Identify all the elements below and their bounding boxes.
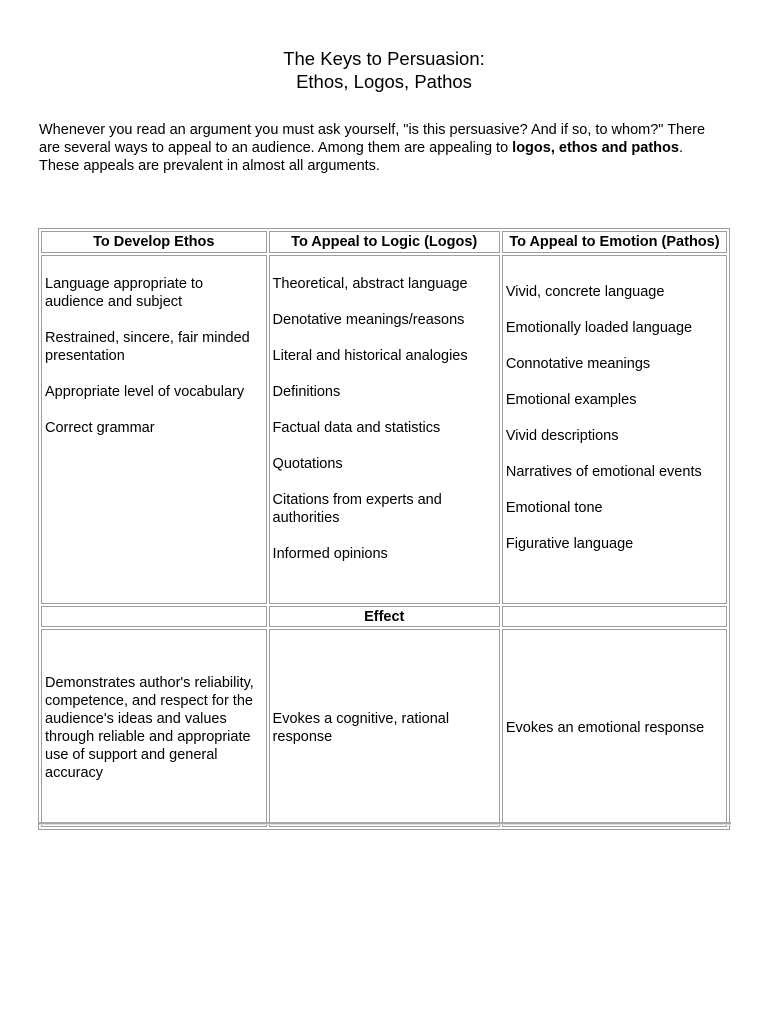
list-item: Restrained, sincere, fair minded presentation	[45, 330, 250, 364]
header-pathos: To Appeal to Emotion (Pathos)	[502, 231, 727, 253]
header-ethos: To Develop Ethos	[41, 231, 267, 253]
persuasion-table	[38, 228, 730, 830]
intro-bold-text: logos, ethos and pathos	[512, 140, 679, 156]
effect-empty-cell-right	[502, 606, 727, 627]
list-item: Literal and historical analogies	[272, 348, 468, 364]
header-row	[41, 231, 727, 253]
list-item: Connotative meanings	[505, 356, 651, 372]
list-item: Informed opinions	[272, 546, 388, 562]
list-item: Citations from experts and authorities	[272, 492, 442, 526]
list-item: Figurative language	[505, 536, 634, 552]
page-title	[0, 47, 768, 93]
effect-row	[41, 629, 727, 827]
pathos-cell	[502, 255, 727, 604]
horizontal-rule	[39, 822, 731, 825]
list-item: Theoretical, abstract language	[272, 276, 468, 292]
intro-paragraph	[39, 121, 709, 175]
list-item: Emotional examples	[505, 392, 637, 408]
intro-text-1: Whenever you read an argument you must ask yourself, "is this persuasive? And if so, to whom?" There are several ways to appeal to an audience. Among them are appealing to	[39, 122, 706, 156]
list-item: Definitions	[272, 384, 341, 400]
list-item: Narratives of emotional events	[505, 464, 702, 480]
list-item: Quotations	[272, 456, 343, 472]
effect-label: Effect	[269, 606, 500, 627]
header-logos: To Appeal to Logic (Logos)	[269, 231, 500, 253]
intro-text-2: . These appeals are prevalent in almost all arguments.	[39, 140, 683, 174]
list-item: Vivid descriptions	[505, 428, 619, 444]
effect-ethos: Demonstrates author's reliability, competence, and respect for the audience's ideas and values through reliable and appropriate use of support and general accuracy	[41, 629, 267, 827]
list-item: Factual data and statistics	[272, 420, 441, 436]
list-item: Vivid, concrete language	[505, 284, 665, 300]
title-line-1: The Keys to Persuasion:	[283, 48, 485, 69]
list-item: Denotative meanings/reasons	[272, 312, 465, 328]
techniques-row	[41, 255, 727, 604]
list-item: Appropriate level of vocabulary	[45, 384, 245, 400]
list-item: Correct grammar	[45, 420, 155, 436]
logos-cell	[269, 255, 500, 604]
list-item: Emotionally loaded language	[505, 320, 693, 336]
effect-empty-cell-left	[41, 606, 267, 627]
list-item: Language appropriate to audience and subject	[45, 276, 204, 310]
effect-header-row	[41, 606, 727, 627]
effect-logos: Evokes a cognitive, rational response	[269, 629, 500, 827]
list-item: Emotional tone	[505, 500, 603, 516]
ethos-cell	[41, 255, 267, 604]
title-line-2: Ethos, Logos, Pathos	[296, 71, 472, 92]
effect-pathos: Evokes an emotional response	[502, 629, 727, 827]
